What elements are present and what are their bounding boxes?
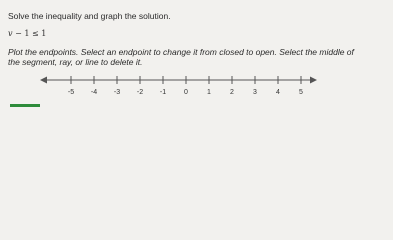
inequality-expression: − 1 ≤ 1 — [12, 29, 47, 38]
tick-label: 3 — [253, 89, 257, 96]
tick-label: 4 — [276, 89, 280, 96]
plot-instruction-line1: Plot the endpoints. Select an endpoint to change it from closed to open. Select the middle of — [8, 47, 354, 57]
tick-label: -3 — [113, 89, 121, 96]
answer-tab-indicator[interactable] — [10, 104, 40, 107]
tick-label: 5 — [299, 89, 303, 96]
inequality — [8, 29, 46, 38]
tick-label: 2 — [230, 89, 234, 96]
plot-instruction-line2: the segment, ray, or line to delete it. — [8, 57, 143, 67]
arrow-right-icon — [310, 77, 317, 84]
tick-label: -1 — [159, 89, 167, 96]
number-line[interactable] — [0, 70, 393, 102]
tick-label: 1 — [207, 89, 211, 96]
instruction-text: Solve the inequality and graph the solution. — [8, 11, 171, 21]
inequality-variable: v — [8, 29, 13, 38]
plot-instruction — [8, 47, 393, 67]
tick-label: -4 — [90, 89, 98, 96]
tick-label: -2 — [136, 89, 144, 96]
tick-label: -5 — [67, 89, 75, 96]
number-line-ticks — [68, 76, 303, 96]
arrow-left-icon — [40, 77, 47, 84]
tick-label: 0 — [184, 89, 188, 96]
